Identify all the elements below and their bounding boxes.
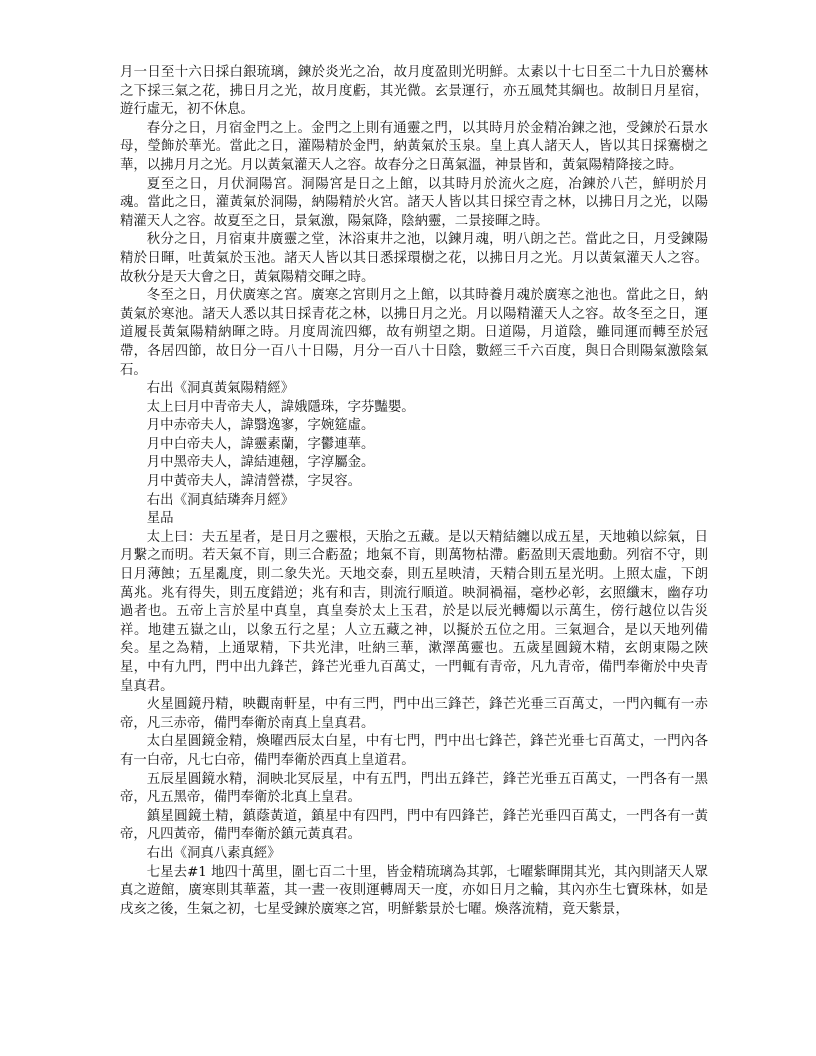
paragraph-spring-equinox: 春分之日，月宿金門之上。金門之上則有通靈之門，以其時月於金精冶鍊之池，受鍊於石景水母，瑩飾於華光。當此之日，灌陽精於金門，納黃氣於玉泉。皇上真人諸天人，皆以其日採騫樹之華，以拂月月之光。月以黃氣灌天人之容。故春分之日萬氣溫，神景皆和，黃氣陽精降接之時。	[120, 120, 708, 173]
paragraph-winter-solstice: 冬至之日，月伏廣寒之宮。廣寒之宮則月之上館，以其時養月魂於廣寒之池也。當此之日，納黃氣於寒池。諸天人悉以其日採青花之林，以拂日月之光。月以陽精灌天人之容。故冬至之日，運道履長黃氣陽精納暉之時。月度周流四鄉，故有朔望之期。日道陽，月道陰，雖同運而轉至於冠帶，各居四節，故日分一百八十日陽，月分一百八十日陰，數經三千六百度，與日合則陽氣激陰氣石。	[120, 288, 708, 378]
paragraph-autumn-equinox: 秋分之日，月宿東井廣靈之堂，沐浴東井之池，以鍊月魂，明八朗之芒。當此之日，月受鍊陽精於日暉，吐黃氣於玉池。諸天人皆以其日悉採環樹之花，以拂日月之光。月以黃氣灌天人之容。故秋分是天大會之日，黃氣陽精交暉之時。	[120, 232, 708, 285]
paragraph-five-stars: 太上曰：夫五星者，是日月之靈根，天胎之五藏。是以天精結纏以成五星，天地賴以綜氣，日月繫之而明。若天氣不肓，則三合虧盈；地氣不肓，則萬物枯滯。虧盈則天震地動。列宿不守，則日月薄蝕；五星亂度，則二象失光。天地交泰，則五星映清，天精合則五星光明。上照太虛，下朗萬兆。兆有得失，則五度錯逆；兆有和吉，則流行順道。映洞禍福，毫杪必彰，玄照纖末，幽存功過者也。五帝上言於星中真皇，真皇奏於太上玉君，於是以辰光轉燭以示萬生，傍行越位以告災祥。地建五嶽之山，以象五行之星；人立五藏之神，以擬於五位之用。三氣迴合，是以天地列備矣。星之為精，上通眾精，下共光津，吐納三華，漱澤萬靈也。五歲星圓鏡木精，玄朗東陽之陜星，中有九門，門中出九鋒芒，鋒芒光垂九百萬丈，一門輒有青帝，凡九青帝，備門奉衛於中央青皇真君。	[120, 529, 708, 694]
source-citation: 右出《洞真黃氣陽精經》	[146, 381, 295, 397]
paragraph-summer-solstice: 夏至之日，月伏洞陽宮。洞陽宮是日之上館，以其時月於流火之庭，冶鍊於八芒，鮮明於月魂。當此之日，灌黃氣於洞陽，納陽精於火宮。諸天人皆以其日採空青之林，以拂日月之光，以陽精灌天人之容。故夏至之日，景氣激，陽氣降，陰納靈，二景接暉之時。	[120, 176, 708, 229]
paragraph-mars: 火星圓鏡丹精，映觀南軒星，中有三門，門中出三鋒芒，鋒芒光垂三百萬丈，一門內輒有一赤帝，凡三赤帝，備門奉衛於南真上皇真君。	[120, 697, 708, 731]
paragraph-saturn: 鎮星圓鏡土精，鎮蔭黃道，鎮星中有四門，門中有四鋒芒，鋒芒光垂四百萬丈，一門各有一黃帝，凡四黃帝，備門奉衛於鎮元黃真君。	[120, 808, 708, 843]
source-citation: 右出《洞真八素真經》	[146, 845, 281, 861]
list-item: 月中赤帝夫人，諱翳逸寥，字婉筵虛。	[146, 418, 375, 434]
paragraph-venus: 太白星圓鏡金精，煥曜西辰太白星，中有七門，門中出七鋒芒，鋒芒光垂七百萬丈，一門內各有一白帝，凡七白帝，備門奉衛於西真上皇道君。	[120, 734, 708, 768]
paragraph-seven-stars: 七星去#1 地四十萬里，圍七百二十里，皆金精琉璃為其郭，七曜紫暉開其光，其內則諸天人眾真之遊館，廣寒則其華蓋，其一晝一夜則運轉周天一度，亦如日月之輪，其內亦生七寶珠林，如是戌亥之後，生氣之初，七星受鍊於廣寒之宮，明鮮紫景於七曜。煥落流精，竟天紫景，	[120, 864, 708, 917]
paragraph-mercury: 五辰星圓鏡水精，洞映北冥辰星，中有五門，門出五鋒芒，鋒芒光垂五百萬丈，一門各有一黑帝，凡五黑帝，備門奉衛於北真上皇君。	[120, 771, 708, 806]
list-item: 月中白帝夫人，諱靈素蘭，字鬱連華。	[146, 436, 375, 452]
paragraph-1: 月一日至十六日採白銀琉璃，鍊於炎光之冶，故月度盈則光明鮮。太素以十七日至二十九日於騫林之下採三氣之花，拂日月之光，故月度虧，其光微。玄景運行，亦五風梵其綱也。故制日月星宿，遊行虛无，初不休息。	[120, 65, 708, 118]
source-citation: 右出《洞真結璘奔月經》	[146, 492, 295, 508]
section-heading: 星品	[146, 511, 174, 527]
list-item: 月中黃帝夫人，諱清營襟，字炅容。	[146, 474, 362, 490]
list-item: 月中黑帝夫人，諱結連翹，字淳屬金。	[146, 455, 375, 471]
document-page	[120, 64, 708, 919]
list-item: 太上曰月中青帝夫人，諱娥隱珠，字芬豔嬰。	[146, 399, 415, 415]
